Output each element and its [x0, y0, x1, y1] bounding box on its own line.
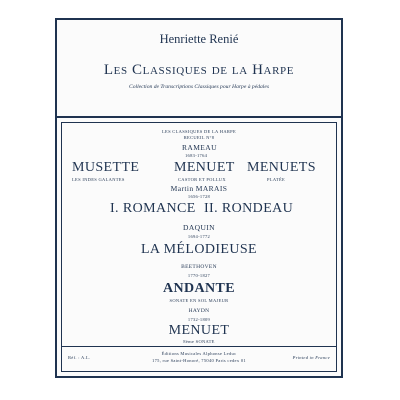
- series-name: LES CLASSIQUES DE LA HARPE: [161, 129, 237, 134]
- piece-musette: MUSETTE: [72, 160, 140, 175]
- cover-header: [57, 20, 341, 120]
- composer-haydn: HAYDN: [188, 308, 210, 314]
- piece-menuets-source: PLATÉE: [267, 177, 286, 182]
- piece-andante-source: SONATE EN SOL MAJEUR: [169, 298, 229, 303]
- piece-menuets: MENUETS: [247, 160, 316, 175]
- composer-daquin-dates: 1694-1772: [187, 234, 211, 239]
- composer-rameau-dates: 1683-1764: [185, 153, 208, 158]
- reference-number: Réf. : A.L.: [68, 355, 91, 360]
- piece-menuet-rameau-source: CASTOR ET POLLUX: [178, 177, 226, 182]
- series-volume: RECUEIL N°8: [183, 135, 215, 140]
- publisher-name: Éditions Musicales Alphonse Leduc: [161, 351, 237, 356]
- collection-subtitle: Collection de Transcriptions Classiques pour Harpe à pédales: [129, 84, 269, 90]
- composer-marais: Martin MARAIS: [170, 184, 228, 193]
- composer-haydn-dates: 1732-1809: [187, 317, 211, 322]
- header-divider: [57, 116, 341, 118]
- contents-frame: [61, 122, 337, 372]
- composer-daquin: DAQUIN: [183, 223, 215, 232]
- composer-beethoven: BEETHOVEN: [181, 264, 217, 270]
- piece-menuet-haydn: MENUET: [168, 323, 230, 338]
- piece-rondeau: II. RONDEAU: [204, 201, 294, 216]
- author-name: Henriette Renié: [159, 32, 239, 46]
- piece-menuet-rameau: MENUET: [174, 160, 235, 175]
- piece-menuet-haydn-source: 8ème SONATE: [183, 339, 215, 344]
- piece-andante: ANDANTE: [162, 281, 236, 296]
- collection-title: Les Classiques de la Harpe: [103, 62, 295, 78]
- score-cover: [55, 18, 343, 378]
- footer-divider: [62, 346, 336, 347]
- piece-melodieuse: LA MÉLODIEUSE: [140, 242, 258, 257]
- piece-musette-source: LES INDES GALANTES: [72, 177, 125, 182]
- publisher-address: 175, rue Saint-Honoré, 75040 Paris cedex 01: [152, 358, 246, 363]
- composer-beethoven-dates: 1770-1827: [187, 273, 211, 278]
- composer-marais-dates: 1656-1728: [187, 194, 211, 199]
- piece-romance: I. ROMANCE: [110, 201, 196, 216]
- composer-rameau: RAMEAU: [182, 143, 217, 152]
- printed-in-france: Printed in France: [292, 355, 330, 360]
